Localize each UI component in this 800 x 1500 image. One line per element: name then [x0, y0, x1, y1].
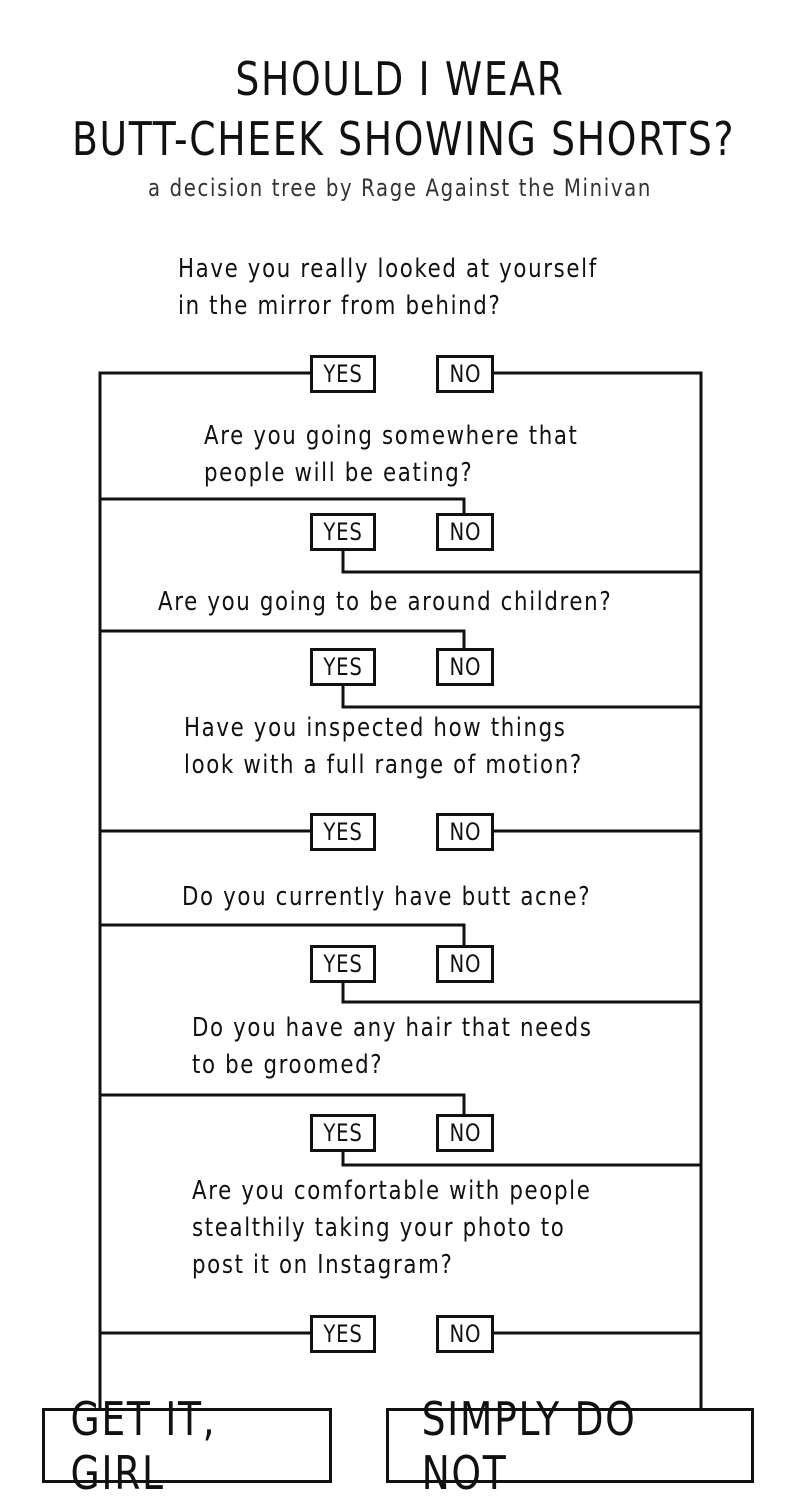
question-4-line1: Have you inspected how things — [184, 713, 567, 743]
q2-yes-connector — [100, 499, 464, 515]
outcome-simply-do-not — [386, 1391, 754, 1500]
question-2-line1: Are you going somewhere that — [204, 421, 579, 451]
q3-yes-box — [310, 648, 376, 686]
q4-yes-box — [310, 813, 376, 851]
q6-yes-box — [310, 1114, 376, 1152]
q2-yes-label: YES — [323, 518, 363, 546]
question-6-line1: Do you have any hair that needs — [192, 1013, 593, 1043]
q4-no-box — [436, 813, 494, 851]
question-3-line1: Are you going to be around children? — [158, 587, 613, 617]
question-1 — [178, 251, 598, 325]
q7-yes-label: YES — [323, 1320, 363, 1348]
question-2 — [204, 418, 579, 492]
q4-yes-label: YES — [323, 818, 363, 846]
q5-yes-connector — [100, 925, 464, 945]
question-2-line2: people will be eating? — [204, 458, 474, 488]
page-title-line1: SHOULD I WEAR — [235, 52, 565, 106]
q5-yes-label: YES — [323, 950, 363, 978]
question-7-line1: Are you comfortable with people — [192, 1176, 592, 1206]
q6-no-label: NO — [449, 1119, 481, 1147]
q6-yes-connector — [100, 1095, 464, 1114]
q5-yes-box — [310, 945, 376, 983]
question-5 — [182, 879, 591, 916]
question-3 — [158, 584, 612, 621]
outcome-get-it-girl — [42, 1391, 332, 1500]
q4-no-label: NO — [449, 818, 481, 846]
q7-no-label: NO — [449, 1320, 481, 1348]
q2-no-box — [436, 513, 494, 551]
question-7-line2: stealthily taking your photo to — [192, 1213, 566, 1243]
question-7-line3: post it on Instagram? — [192, 1250, 454, 1280]
q6-no-box — [436, 1114, 494, 1152]
question-1-line1: Have you really looked at yourself — [178, 254, 598, 284]
q3-no-label: NO — [449, 653, 481, 681]
page-title-line2: BUTT-CHEEK SHOWING SHORTS? — [72, 112, 736, 166]
q7-yes-box — [310, 1315, 376, 1353]
q7-no-box — [436, 1315, 494, 1353]
question-6-line2: to be groomed? — [192, 1050, 384, 1080]
question-1-line2: in the mirror from behind? — [178, 291, 502, 321]
q1-yes-label: YES — [323, 360, 363, 388]
q6-yes-label: YES — [323, 1119, 363, 1147]
q3-no-box — [436, 648, 494, 686]
question-6 — [192, 1010, 593, 1084]
question-4-line2: look with a full range of motion? — [184, 750, 583, 780]
question-4 — [184, 710, 583, 784]
q3-no-connector — [343, 684, 701, 707]
outcome-left-label: GET IT, GIRL — [70, 1391, 217, 1500]
question-5-line1: Do you currently have butt acne? — [182, 882, 592, 912]
q5-no-connector — [343, 983, 701, 1002]
page-subtitle: a decision tree by Rage Against the Minivan — [148, 174, 652, 202]
q2-yes-box — [310, 513, 376, 551]
outcome-right-label: SIMPLY DO NOT — [421, 1391, 637, 1500]
question-7 — [192, 1173, 591, 1284]
q2-no-label: NO — [449, 518, 481, 546]
q1-yes-box — [310, 355, 376, 393]
q5-no-box — [436, 945, 494, 983]
q3-yes-connector — [100, 631, 464, 648]
q1-no-box — [436, 355, 494, 393]
q3-yes-label: YES — [323, 653, 363, 681]
q6-no-connector — [343, 1152, 701, 1165]
q5-no-label: NO — [449, 950, 481, 978]
q2-no-connector — [343, 551, 701, 572]
q1-no-label: NO — [449, 360, 481, 388]
